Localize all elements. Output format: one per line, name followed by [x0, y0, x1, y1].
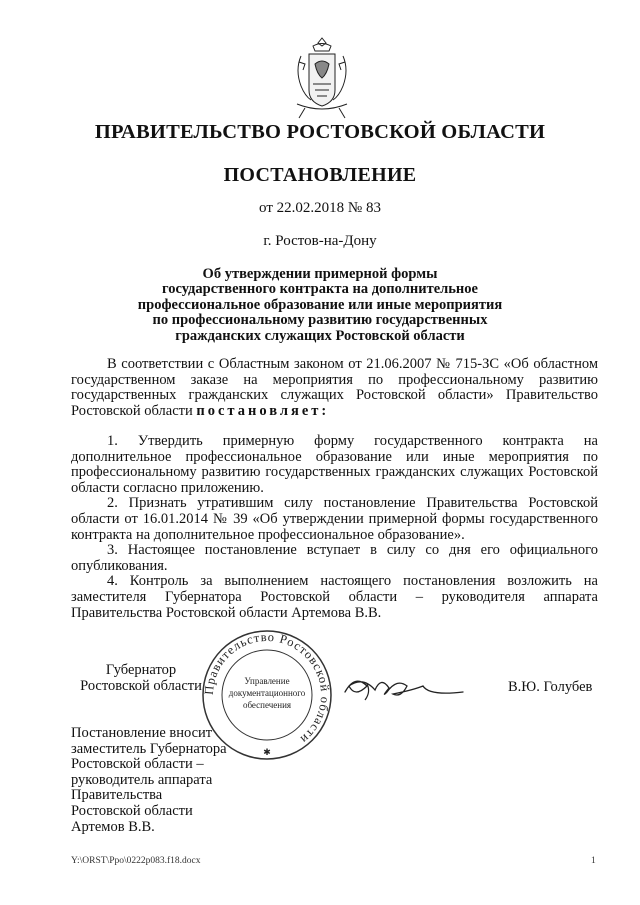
- government-title: ПРАВИТЕЛЬСТВО РОСТОВСКОЙ ОБЛАСТИ: [94, 121, 546, 143]
- introducer-line: руководитель аппарата: [71, 771, 213, 788]
- subject-line: профессиональное образование или иные мероприятия: [137, 296, 503, 313]
- introducer-line: Ростовской области: [71, 802, 193, 819]
- introducer-block: [71, 726, 271, 835]
- subject-line: по профессиональному развитию государственных: [152, 312, 488, 329]
- seal-inner-line: документационного: [228, 688, 306, 698]
- resolution-items: [71, 434, 598, 621]
- signer-position: [71, 662, 211, 694]
- introducer-line: Постановление вносит: [71, 725, 213, 741]
- resolution-item: 4. Контроль за выполнением настоящего постановления возложить на заместителя Губернатора Ростовской области – руководителя аппарата Правительства Ростовской области Артемова В.В.: [71, 573, 598, 621]
- preamble-text: В соответствии с Областным законом от 21.06.2007 № 715-ЗС «Об областном государственном заказе на мероприятия по профессиональному развитию государственных гражданских служащих Ростовской области» Правительство Ростовской области: [71, 356, 598, 419]
- seal-inner-line: обеспечения: [242, 700, 292, 710]
- seal-outer-text: Правительство Ростовской области: [201, 629, 333, 747]
- decides-word: постановляет:: [196, 402, 330, 419]
- resolution-item: 3. Настоящее постановление вступает в силу со дня его официального опубликования.: [71, 542, 598, 574]
- city: г. Ростов-на-Дону: [263, 233, 377, 249]
- subject-line: гражданских служащих Ростовской области: [175, 327, 465, 344]
- position-line: Губернатор: [105, 662, 177, 678]
- subject-line: государственного контракта на дополнительное: [162, 281, 478, 298]
- date-number: от 22.02.2018 № 83: [259, 200, 381, 216]
- page-number: 1: [591, 856, 596, 866]
- introducer-line: Правительства: [71, 787, 163, 804]
- file-path: Y:\ORST\Ppo\0222p083.f18.docx: [71, 856, 201, 866]
- position-line: Ростовской области: [80, 678, 202, 694]
- seal-inner-line: Управление: [244, 676, 290, 686]
- handwritten-signature: [337, 662, 487, 712]
- subject-line: Об утверждении примерной формы: [202, 266, 438, 282]
- rostov-oblast-coat-of-arms-icon: [291, 34, 353, 120]
- introducer-line: заместитель Губернатора: [71, 740, 227, 757]
- introducer-line: Ростовской области –: [71, 756, 204, 773]
- resolution-item: 1. Утвердить примерную форму государственного контракта на дополнительное профессиональное образование или иные мероприятия по профессиональному развитию государственных гражданских служащих Ростовской области согласно приложению.: [71, 433, 598, 496]
- resolution-item: 2. Признать утратившим силу постановление Правительства Ростовской области от 16.01.2014 № 39 «Об утверждении примерной формы государственного контракта на дополнительное профессиональное образование».: [71, 495, 598, 543]
- signer-name: В.Ю. Голубев: [508, 679, 593, 695]
- preamble: [71, 357, 598, 419]
- document-subject: [120, 267, 520, 344]
- introducer-line: Артемов В.В.: [71, 818, 155, 835]
- document-type: ПОСТАНОВЛЕНИЕ: [223, 164, 417, 186]
- svg-text:✱: ✱: [263, 747, 271, 757]
